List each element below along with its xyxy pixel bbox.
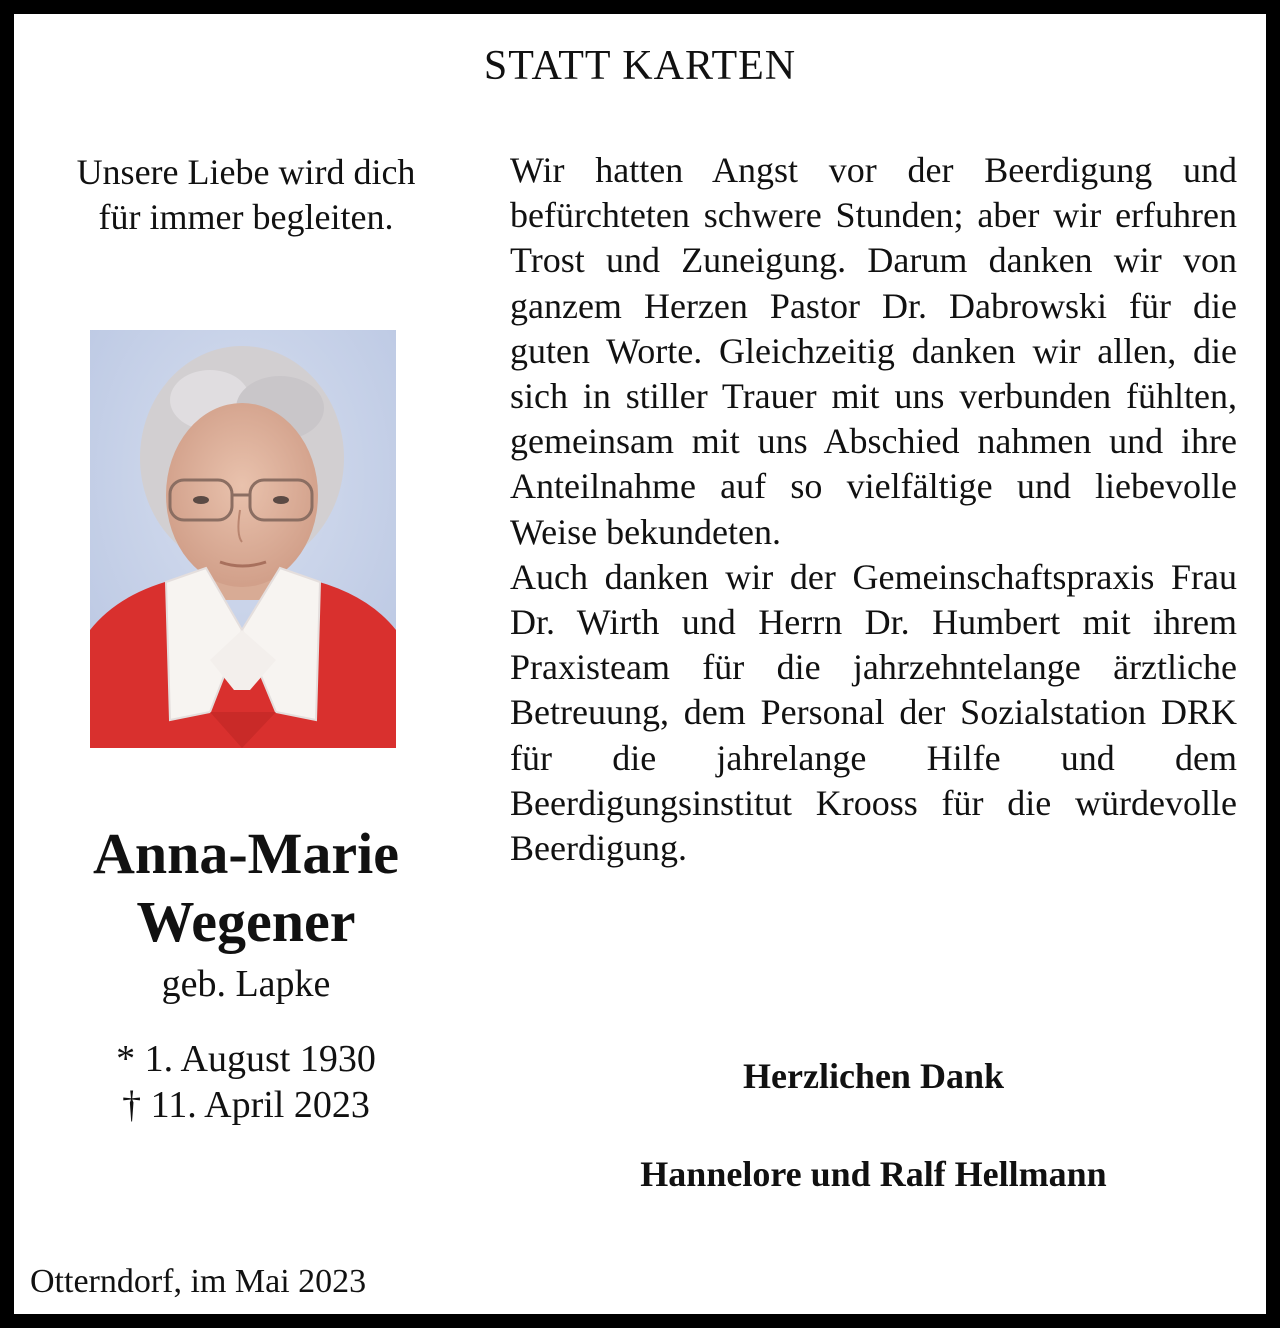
deceased-name — [14, 820, 478, 956]
portrait-photo — [90, 330, 396, 748]
paragraph: Auch danken wir der Gemeinschaftspraxis Frau Dr. Wirth und Herrn Dr. Humbert mit ihrem Praxisteam für die jahrzehntelange ärztliche Betreuung, dem Personal der Sozialstation DRK für die jahrelange Hilfe und dem Beerdigungsinstitut Krooss für die würdevolle Beerdigung. — [510, 556, 1237, 869]
maiden-name: geb. Lapke — [161, 963, 331, 1005]
motto-line: für immer begleiten. — [98, 197, 394, 237]
birth-date: * 1. August 1930 — [116, 1038, 376, 1080]
death-date: † 11. April 2023 — [122, 1084, 370, 1126]
life-dates — [14, 1036, 478, 1128]
paragraph: Wir hatten Angst vor der Beerdigung und befürchteten schwere Stunden; aber wir erfuhren Trost und Zuneigung. Darum danken wir von ganzem Herzen Pastor Dr. Dabrowski für die guten Worte. Gleichzeitig danken wir allen, die sich in stiller Trauer mit uns verbunden fühlten, gemeinsam mit uns Abschied nahmen und ihre Anteilnahme auf so vielfältige und liebevolle Weise bekundeten. — [510, 150, 1237, 552]
closing-thanks: Herzlichen Dank — [743, 1056, 1004, 1096]
signature: Hannelore und Ralf Hellmann — [640, 1154, 1107, 1194]
last-name: Wegener — [136, 889, 356, 954]
motto-line: Unsere Liebe wird dich — [76, 152, 416, 192]
motto — [24, 150, 468, 240]
thank-you-text — [510, 148, 1237, 871]
header-title: STATT KARTEN — [483, 43, 797, 89]
place-and-date: Otterndorf, im Mai 2023 — [30, 1263, 367, 1300]
first-name: Anna-Marie — [92, 821, 400, 886]
obituary-card — [14, 14, 1266, 1314]
